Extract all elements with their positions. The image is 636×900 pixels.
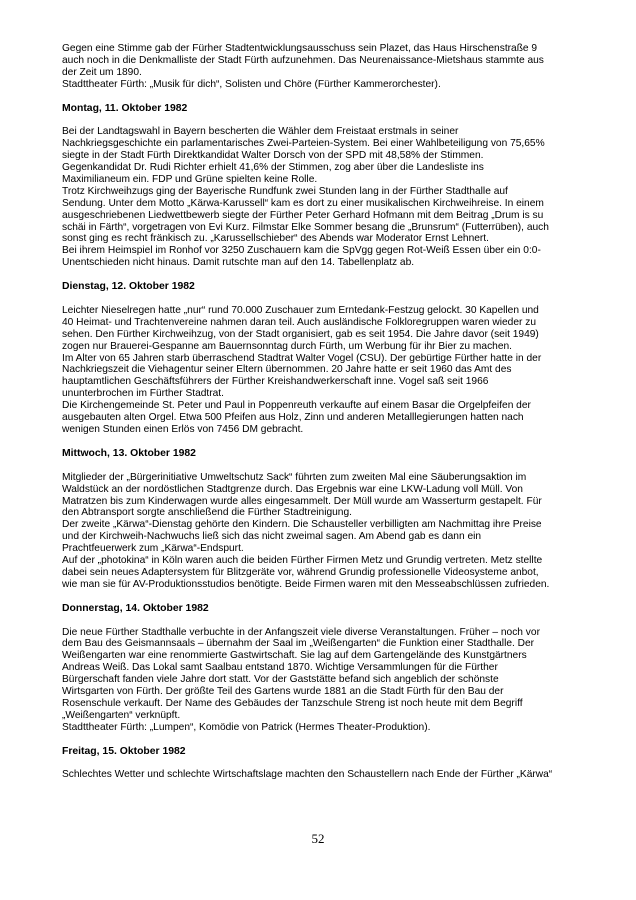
text-line: Gegen eine Stimme gab der Fürher Stadtentwicklungsausschuss sein Plazet, das Haus Hirschenstraße 9	[62, 43, 538, 54]
text-line: ausgebauten alten Orgel. Etwa 500 Pfeifen aus Holz, Zinn und anderen Metalllegierungen hatten nach	[62, 412, 524, 424]
section-heading: Donnerstag, 14. Oktober 1982	[62, 602, 209, 614]
text-line: und der Kirchweih-Nachwuchs ließ sich das nicht zweimal sagen. Am Abend gab es dann ein	[62, 531, 482, 543]
text-line: dabei sein neues Adaptersystem für Blitzgeräte vor, während Grundig professionelle Videosysteme anbot,	[62, 566, 539, 578]
text-line: Gegenkandidat Dr. Rudi Richter erhielt 41,6% der Stimmen, zog aber über die Landesliste ins	[62, 162, 484, 174]
text-line: Rosenschule verkauft. Der Name des Gebäudes der Tanzschule Streng ist noch heute mit dem Begriff	[62, 697, 523, 709]
text-line: sonst ging es recht fränkisch zu. „Karussellschieber“ des Abends war Moderator Ernst Lehnert.	[62, 233, 489, 245]
text-line: Die neue Fürther Stadthalle verbuchte in der Anfangszeit viele diverse Veranstaltungen. Früher – noch vor	[62, 626, 540, 638]
text-line: Leichter Nieselregen hatte „nur“ rund 70.000 Zuschauer zum Erntedank-Festzug gelockt. 30 Kapellen und	[62, 305, 539, 317]
text-line: Andreas Weiß. Das Lokal samt Saalbau entstand 1870. Wichtige Versammlungen für die Fürther	[62, 662, 498, 674]
text-line: Prachtfeuerwerk zum „Kärwa“-Endspurt.	[62, 543, 244, 555]
text-line: Nachkriegszeit die Viehagentur seiner Eltern übernommen. 20 Jahre hatte er seit 1960 das Amt des	[62, 364, 512, 376]
text-line: dem Bau des Geismannsaals – übernahm der Saal im „Weißengarten“ die Funktion einer Stadthalle. Der	[62, 638, 535, 650]
text-line: schäi in Färth“, vorgetragen von Evi Kurz. Filmstar Elke Sommer besang die „Brunsrum“ (Futterrüben), auch	[62, 221, 549, 233]
section-heading: Montag, 11. Oktober 1982	[62, 102, 188, 114]
paragraph-spacer	[62, 293, 578, 305]
text-line: Unentschieden nicht hinaus. Damit rutschte man auf den 14. Tabellenplatz ab.	[62, 257, 415, 269]
text-line: Sendung. Unter dem Motto „Kärwa-Karussell“ kam es dort zu einer musikalischen Kirchweihreise. In einem	[62, 197, 544, 209]
text-line: der Zeit um 1890.	[62, 66, 142, 78]
text-line: sehen. Den Fürther Kirchweihzug, von der Stadt organisiert, gab es seit 1954. Die Jahre davor (seit 1949)	[62, 328, 539, 340]
paragraph-spacer	[62, 114, 578, 126]
paragraph-spacer	[62, 436, 578, 448]
document-page	[62, 43, 578, 781]
text-line: Bei der Landtagswahl in Bayern bescherten die Wähler dem Freistaat erstmals in seiner	[62, 126, 459, 138]
text-line: Die Kirchengemeinde St. Peter und Paul in Poppenreuth verkaufte auf einem Basar die Orgelpfeifen der	[62, 400, 531, 412]
text-line: auch noch in die Denkmalliste der Stadt Fürth aufzunehmen. Das Neurenaissance-Mietshaus stammte aus	[62, 54, 544, 66]
paragraph-spacer	[62, 734, 578, 746]
paragraph-spacer	[62, 615, 578, 627]
section-heading: Mittwoch, 13. Oktober 1982	[62, 447, 196, 459]
paragraph-spacer	[62, 269, 578, 281]
text-line: „Weißengarten“ verknüpft.	[62, 709, 181, 721]
text-line: siegte in der Stadt Fürth Direktkandidat Walter Dorsch von der SPD mit 48,58% der Stimmen.	[62, 150, 484, 162]
paragraph-spacer	[62, 460, 578, 472]
paragraph-spacer	[62, 757, 578, 769]
text-line: Bei ihrem Heimspiel im Ronhof vor 3250 Zuschauern kam die SpVgg gegen Rot-Weiß Essen über ein 0:0-	[62, 245, 541, 257]
text-line: wenigen Stunden einen Erlös von 7456 DM gebracht.	[62, 423, 304, 435]
text-line: zogen nur Brauerei-Gespanne am Bauernsonntag durch Fürth, um Werbung für ihr Bier zu machen.	[62, 340, 513, 352]
section-heading: Dienstag, 12. Oktober 1982	[62, 281, 195, 293]
text-line: Nachkriegsgeschichte ein parlamentarisches Zwei-Parteien-System. Bei einer Wahlbeteiligung von 75,65%	[62, 138, 545, 150]
text-line: Im Alter von 65 Jahren starb überraschend Stadtrat Walter Vogel (CSU). Der gebürtige Fürther hatte in der	[62, 352, 542, 364]
section-heading: Freitag, 15. Oktober 1982	[62, 745, 186, 757]
text-line: wie man sie für AV-Produktionsstudios benötigte. Beide Firmen waren mit den Messeabschlüssen zufrieden.	[62, 578, 550, 590]
text-line: Auf der „photokina“ in Köln waren auch die beiden Fürther Firmen Metz und Grundig vertreten. Metz stellte	[62, 554, 543, 566]
text-line: Maximilianeum ein. FDP und Grüne spielten keine Rolle.	[62, 174, 318, 186]
text-line: Matratzen bis zum Kinderwagen wurde alles eingesammelt. Der Müll wurde am Wasserturm gestapelt. Für	[62, 495, 542, 507]
text-line: Stadttheater Fürth: „Lumpen“, Komödie von Patrick (Hermes Theater-Produktion).	[62, 721, 431, 733]
paragraph-spacer	[62, 91, 578, 103]
text-line: ununterbrochen im Fürther Stadtrat.	[62, 388, 224, 400]
text-line: Wirtsgarten von Fürth. Der größte Teil des Gartens wurde 1881 an die Stadt Fürth für den Bau der	[62, 685, 504, 697]
text-line: ausgeschriebenen Liedwettbewerb siegte der Fürther Peter Gerhard Hofmann mit dem Beitrag „Drum is su	[62, 209, 544, 221]
text-line: Trotz Kirchweihzugs ging der Bayerische Rundfunk zwei Stunden lang in der Fürther Stadthalle auf	[62, 185, 508, 197]
text-line: Bürgerschaft fanden viele Jahre dort statt. Vor der Gaststätte befand sich angeblich der schönste	[62, 674, 499, 686]
text-line: den Abtransport sorgte anschließend die Fürther Stadtreinigung.	[62, 507, 352, 519]
text-line: Waldstück an der nordöstlichen Stadtgrenze durch. Das Ergebnis war eine LKW-Ladung voll Müll. Von	[62, 483, 523, 495]
text-line: hauptamtlichen Geschäftsführers der Fürther Kreishandwerkerschaft inne. Vogel saß seit 1966	[62, 376, 489, 388]
text-line: Weißengarten war eine renommierte Gastwirtschaft. Sie lag auf dem Gartengelände des Kunstgärtners	[62, 650, 527, 662]
text-line: Schlechtes Wetter und schlechte Wirtschaftslage machten den Schaustellern nach Ende der Fürther „Kärwa“	[62, 769, 553, 781]
paragraph-spacer	[62, 591, 578, 603]
text-line: Der zweite „Kärwa“-Dienstag gehörte den Kindern. Die Schausteller verbilligten am Nachmittag ihre Preise	[62, 519, 542, 531]
text-line: Mitglieder der „Bürgerinitiative Umweltschutz Sack“ führten zum zweiten Mal eine Säuberungsaktion im	[62, 471, 527, 483]
text-line: Stadttheater Fürth: „Musik für dich“, Solisten und Chöre (Fürther Kammerorchester).	[62, 78, 441, 90]
text-line: 40 Heimat- und Trachtenvereine nahmen daran teil. Auch ausländische Folkloregruppen waren wieder zu	[62, 316, 536, 328]
page-number: 52	[311, 831, 325, 846]
